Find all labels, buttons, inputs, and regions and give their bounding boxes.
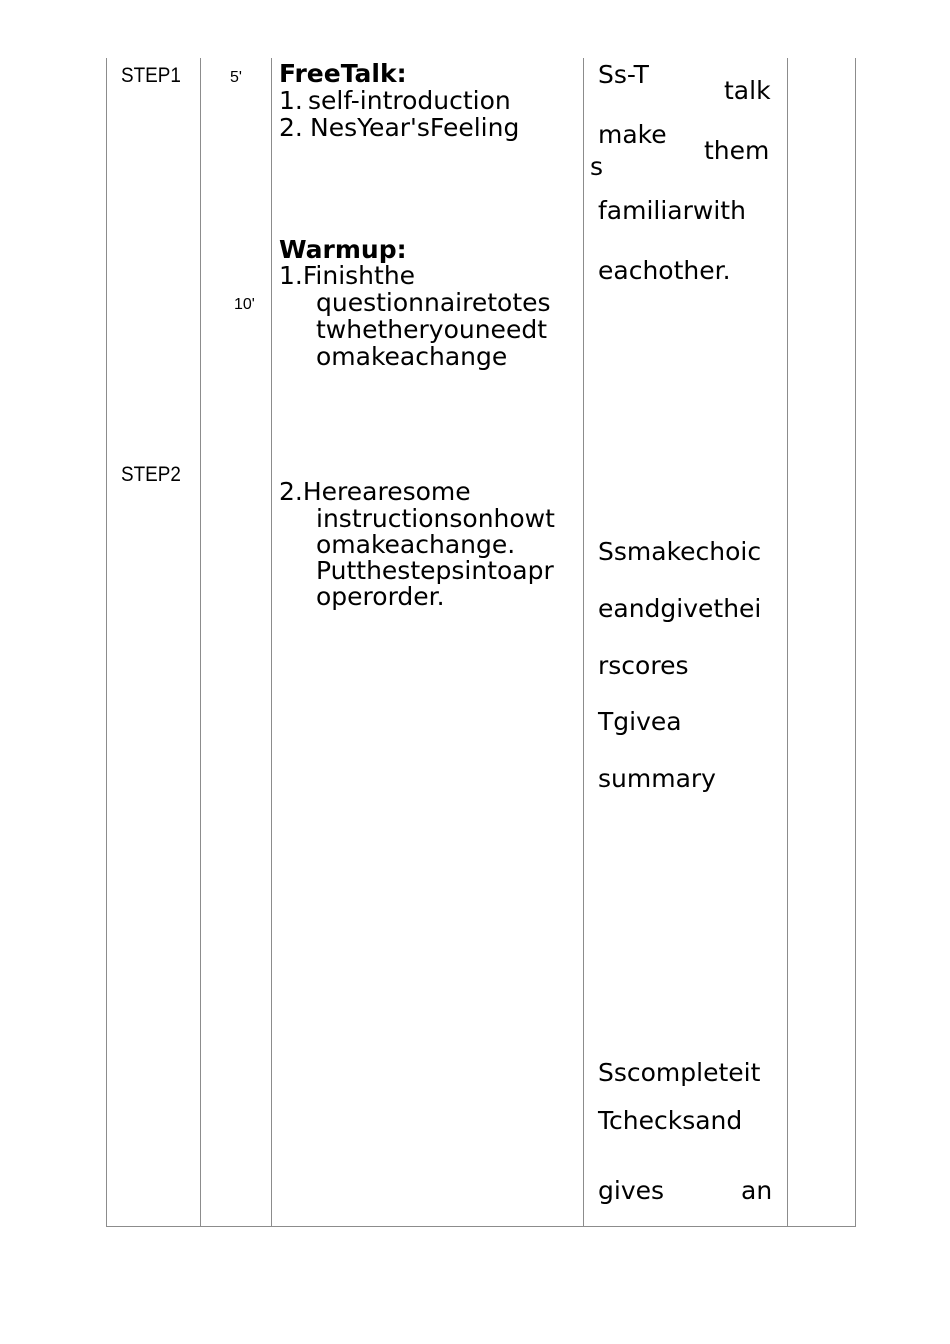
activity-text: them [704,136,770,165]
activity-text: Tgivea [598,707,682,736]
activity-text: talk [724,76,771,105]
activity-text: Sscompleteit [598,1058,761,1087]
warmup-item-1-line: questionnairetotes [316,288,551,317]
warmup-item-1-line: omakeachange [316,342,508,371]
freetalk-item-1-text: self-introduction [308,86,511,115]
table-divider-time-procedure [271,58,272,1227]
warmup-item-1-line: twhetheryouneedt [316,315,547,344]
activity-text: Tchecksand [598,1106,743,1135]
activity-text: rscores [598,651,689,680]
warmup-item-1-lead: 1.Finishthe [279,261,416,290]
activity-text: an [741,1176,773,1205]
warmup-heading: Warmup: [279,235,407,264]
warmup-item-2-line: omakeachange. [316,530,516,559]
table-border-right [855,58,856,1227]
activity-text: s [590,152,604,181]
activity-text: eandgivethei [598,594,762,623]
activity-text: summary [598,764,716,793]
activity-text: Ss-T [598,60,649,89]
freetalk-item-2-text: NesYear'sFeeling [310,113,520,142]
activity-text: eachother. [598,256,731,285]
table-divider-activity-notes [787,58,788,1227]
warmup-item-2-line: Putthestepsintoapr [316,556,554,585]
table-border-bottom [106,1226,856,1227]
warmup-item-2-lead: 2.Herearesome [279,477,471,506]
time-label-1: 5' [230,69,242,86]
table-border-left [106,58,107,1227]
freetalk-item-2-number: 2. [279,113,303,142]
activity-text: Ssmakechoic [598,537,762,566]
time-label-2: 10' [234,296,255,313]
step-label-2: STEP2 [121,463,181,486]
freetalk-item-1-number: 1. [279,86,303,115]
table-divider-procedure-activity [583,58,584,1227]
activity-text: make [598,120,667,149]
freetalk-heading: FreeTalk: [279,59,407,88]
warmup-item-2-line: instructionsonhowt [316,504,555,533]
step-label-1: STEP1 [121,64,181,87]
activity-text: gives [598,1176,665,1205]
table-divider-step-time [200,58,201,1227]
activity-text: familiarwith [598,196,746,225]
warmup-item-2-line: operorder. [316,582,445,611]
